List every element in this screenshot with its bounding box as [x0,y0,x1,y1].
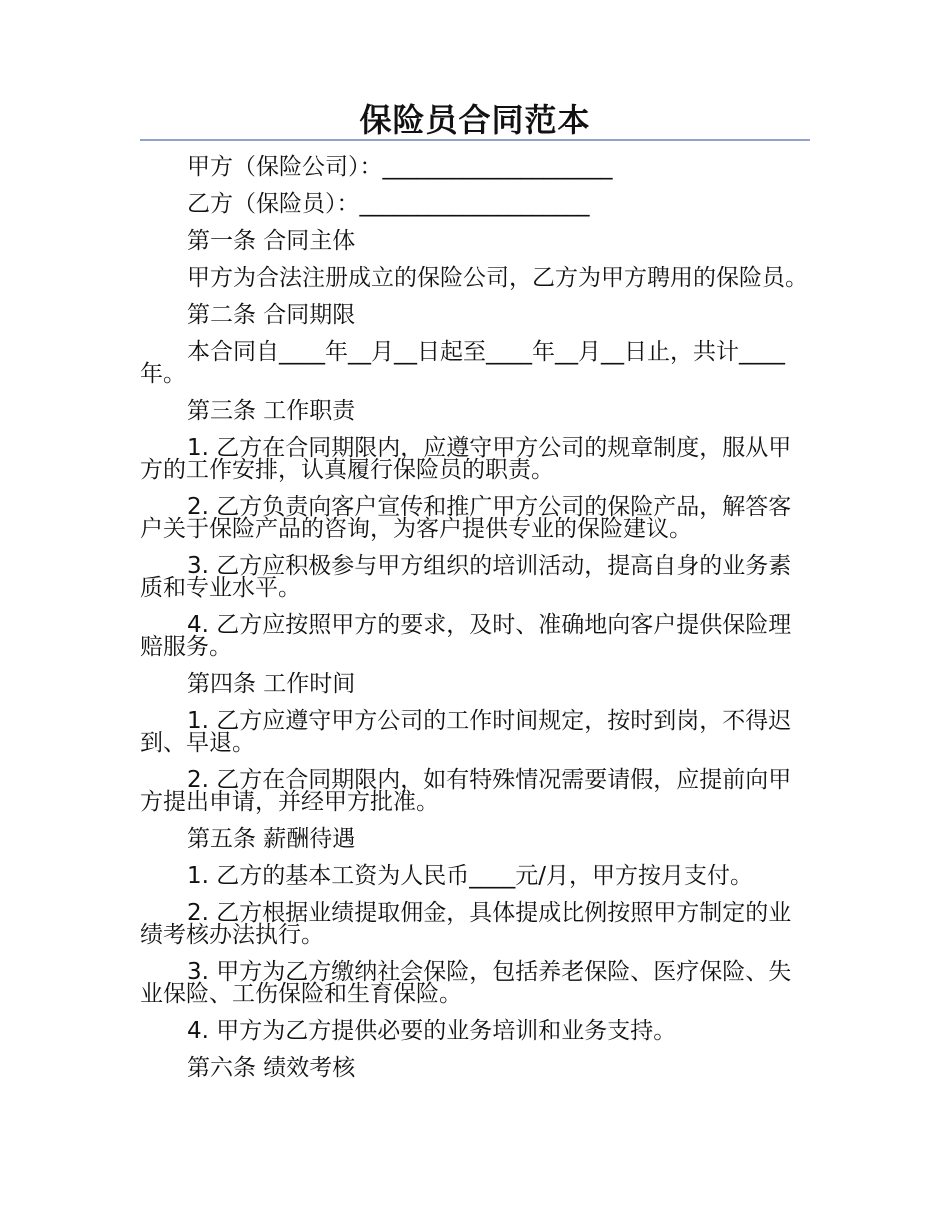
article-heading: 第三条 工作职责 [187,398,356,424]
clause-item: 2. 乙方在合同期限内，如有特殊情况需要请假，应提前向甲方提出申请，并经甲方批准。 [140,767,792,815]
article-heading: 第五条 薪酬待遇 [187,826,356,852]
party-b-line: 乙方（保险员）：____________________ [187,191,590,217]
article-paragraph: 本合同自____年__月__日起至____年__月__日止，共计____年。 [140,339,785,387]
article-heading: 第六条 绩效考核 [187,1055,356,1081]
document-body [140,156,812,1094]
party-a-line: 甲方（保险公司）：____________________ [187,154,613,180]
clause-item: 2. 乙方根据业绩提取佣金，具体提成比例按照甲方制定的业绩考核办法执行。 [140,900,792,948]
clause-item: 1. 乙方在合同期限内，应遵守甲方公司的规章制度，服从甲方的工作安排，认真履行保险员的职责。 [140,435,792,483]
clause-item: 3. 甲方为乙方缴纳社会保险，包括养老保险、医疗保险、失业保险、工伤保险和生育保险。 [140,959,792,1007]
article-heading: 第二条 合同期限 [187,302,356,328]
clause-item: 1. 乙方的基本工资为人民币____元/月，甲方按月支付。 [187,863,754,889]
title-underline [140,139,810,141]
article-heading: 第一条 合同主体 [187,228,356,254]
clause-item: 4. 甲方为乙方提供必要的业务培训和业务支持。 [187,1018,677,1044]
clause-item: 4. 乙方应按照甲方的要求，及时、准确地向客户提供保险理赔服务。 [140,612,792,660]
article-paragraph: 甲方为合法注册成立的保险公司，乙方为甲方聘用的保险员。 [187,265,808,291]
document-title: 保险员合同范本 [359,101,591,139]
clause-item: 3. 乙方应积极参与甲方组织的培训活动，提高自身的业务素质和专业水平。 [140,553,792,601]
clause-item: 1. 乙方应遵守甲方公司的工作时间规定，按时到岗，不得迟到、早退。 [140,708,792,756]
article-heading: 第四条 工作时间 [187,671,356,697]
clause-item: 2. 乙方负责向客户宣传和推广甲方公司的保险产品，解答客户关于保险产品的咨询，为客户提供专业的保险建议。 [140,494,792,542]
